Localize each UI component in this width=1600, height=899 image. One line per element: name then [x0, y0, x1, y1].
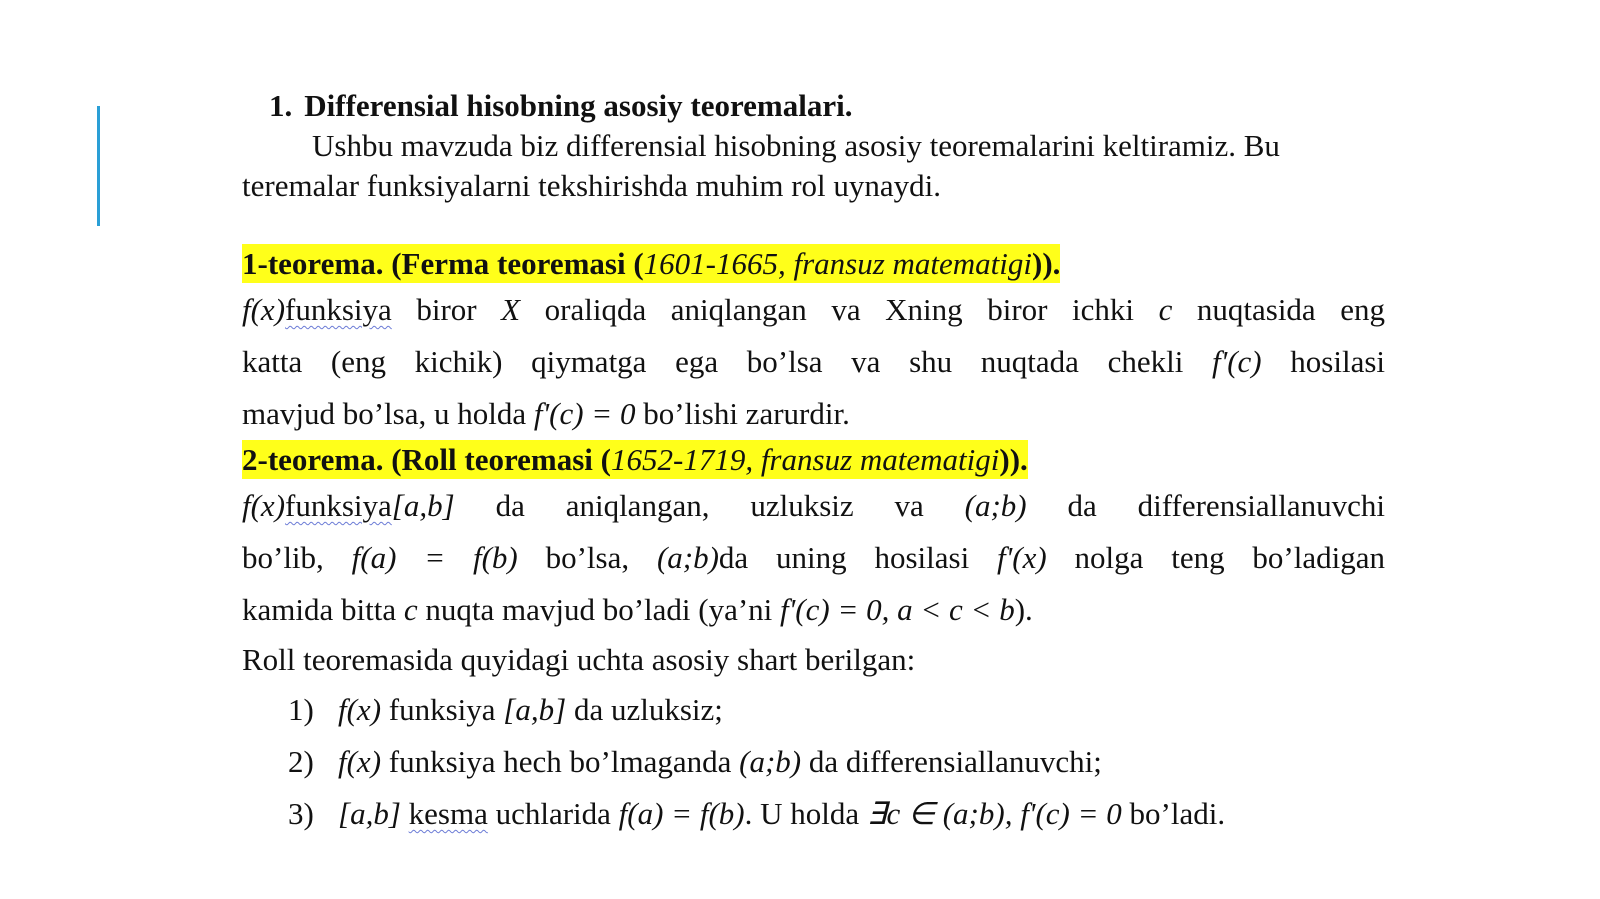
text: bo’lishi zarurdir. — [635, 396, 850, 431]
math-X: X — [501, 292, 521, 327]
list-item — [288, 736, 1385, 788]
text: da differensiallanuvchi — [1026, 488, 1385, 523]
item-number: 1) — [288, 692, 314, 727]
math-equation: f'(c) = 0 — [533, 396, 636, 431]
heading-number: 1. — [269, 88, 293, 123]
text: funksiya hech bo’lmaganda — [381, 744, 740, 779]
math-segment: [a,b] — [391, 488, 455, 523]
math-segment: [a,b] — [338, 796, 401, 831]
math-interval: (a;b) — [739, 744, 802, 779]
heading-text: Differensial hisobning asosiy teoremalari. — [304, 88, 853, 123]
math-equation: f(a) = f(b) — [618, 796, 745, 831]
text: bo’lsa, — [517, 540, 657, 575]
text: nolga teng bo’ladigan — [1046, 540, 1386, 575]
text: kamida bitta — [242, 592, 404, 627]
item-number: 3) — [288, 796, 314, 831]
text: hosilasi — [1261, 344, 1385, 379]
math-fx: f(x) — [338, 744, 382, 779]
text: da differensiallanuvchi; — [801, 744, 1102, 779]
math-c: c — [403, 592, 418, 627]
theorem-2-highlight — [242, 440, 1028, 479]
theorem-2-label: 2-teorema. (Roll teoremasi ( — [242, 442, 611, 477]
text: biror — [391, 292, 502, 327]
accent-bar — [97, 106, 100, 226]
theorem-1-line-1 — [242, 284, 1385, 336]
theorem-1-line-3 — [242, 388, 1385, 440]
math-existence: ∃c ∈ (a;b), f'(c) = 0 — [866, 796, 1122, 831]
theorem-1-close: )). — [1032, 246, 1061, 281]
theorem-2-note: 1652-1719, fransuz matematigi — [611, 442, 1000, 477]
text: ). — [1014, 592, 1033, 627]
item-number: 2) — [288, 744, 314, 779]
text: bo’ladi. — [1121, 796, 1226, 831]
text: mavjud bo’lsa, u holda — [242, 396, 534, 431]
text: funksiya — [381, 692, 504, 727]
theorem-2-line-2 — [242, 532, 1385, 584]
list-item — [288, 788, 1385, 840]
math-fx: f(x) — [242, 488, 286, 523]
text: da uning hosilasi — [718, 540, 998, 575]
math-fx: f(x) — [242, 292, 286, 327]
theorem-2-line-1 — [242, 480, 1385, 532]
text: . U holda — [744, 796, 867, 831]
math-equation: f(a) = f(b) — [351, 540, 518, 575]
math-derivative: f'(c) — [1211, 344, 1262, 379]
math-interval: (a;b) — [964, 488, 1027, 523]
intro-line-2: teremalar funksiyalarni tekshirishda muhim rol uynaydi. — [242, 168, 942, 203]
math-derivative: f'(x) — [997, 540, 1047, 575]
section-heading — [242, 86, 1385, 126]
math-fx: f(x) — [338, 692, 382, 727]
text: nuqtasida eng — [1172, 292, 1386, 327]
theorem-1-line-2 — [242, 336, 1385, 388]
slide-content — [242, 86, 1385, 840]
theorem-1-note: 1601-1665, fransuz matematigi — [643, 246, 1033, 281]
text: nuqta mavjud bo’ladi (ya’ni — [417, 592, 781, 627]
math-condition: f'(c) = 0, a < c < b — [780, 592, 1015, 627]
theorem-1-highlight — [242, 244, 1060, 283]
underlined-word: funksiya — [285, 488, 392, 523]
underlined-word: funksiya — [285, 292, 392, 327]
theorem-1-title — [242, 244, 1385, 284]
spacer — [242, 206, 1385, 244]
theorem-2-title — [242, 440, 1385, 480]
theorem-1-label: 1-teorema. (Ferma teoremasi ( — [242, 246, 644, 281]
text: oraliqda aniqlangan va Xning biror ichki — [520, 292, 1159, 327]
theorem-2-line-3 — [242, 584, 1385, 636]
conditions-intro: Roll teoremasida quyidagi uchta asosiy shart berilgan: — [242, 642, 916, 677]
conditions-list — [242, 684, 1385, 840]
text: da uzluksiz; — [566, 692, 723, 727]
intro-line-1: Ushbu mavzuda biz differensial hisobning asosiy teoremalarini keltiramiz. Bu — [312, 128, 1280, 163]
list-item — [288, 684, 1385, 736]
text: uchlarida — [487, 796, 619, 831]
text: bo’lib, — [242, 540, 352, 575]
underlined-word: kesma — [408, 796, 488, 831]
text: katta (eng kichik) qiymatga ega bo’lsa va shu nuqtada chekli — [242, 344, 1212, 379]
theorem-2-close: )). — [999, 442, 1028, 477]
text: da aniqlangan, uzluksiz va — [454, 488, 965, 523]
math-c: c — [1158, 292, 1173, 327]
math-interval: (a;b) — [656, 540, 719, 575]
math-segment: [a,b] — [503, 692, 567, 727]
